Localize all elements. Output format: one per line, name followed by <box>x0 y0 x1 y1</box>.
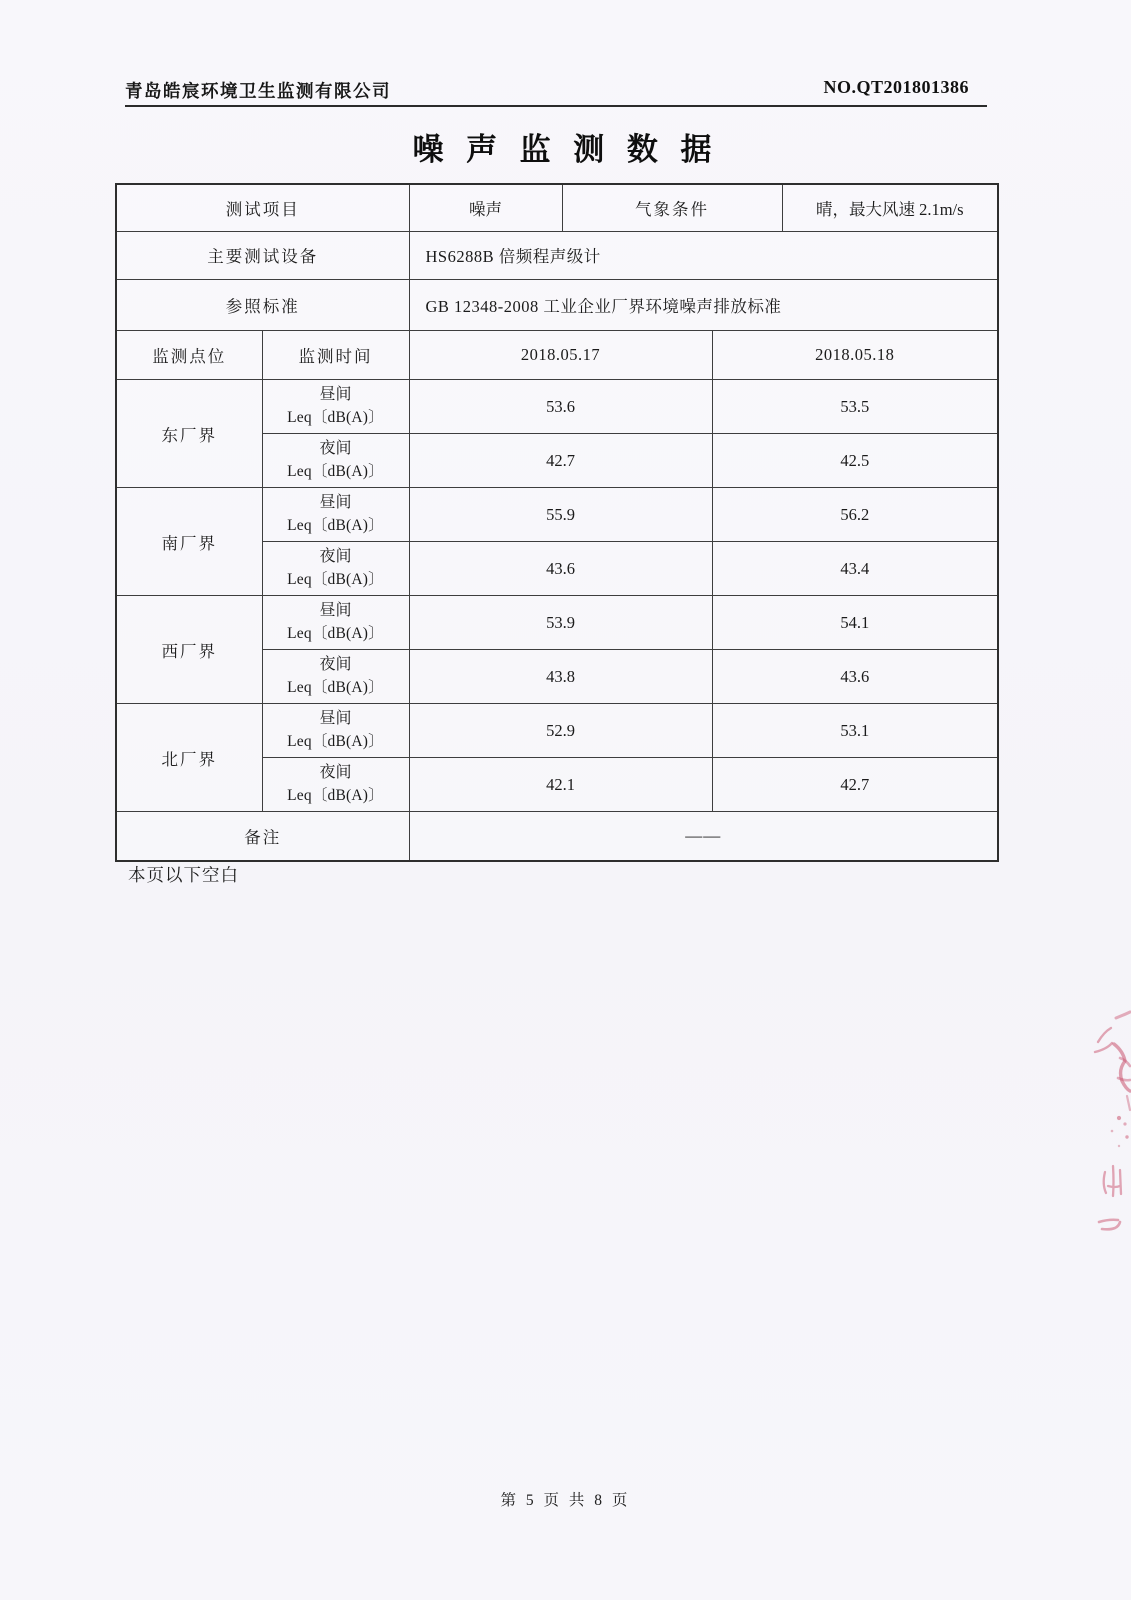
point-west: 西厂界 <box>117 596 262 704</box>
standard-value: GB 12348-2008 工业企业厂界环境噪声排放标准 <box>409 279 997 330</box>
table-row <box>117 704 997 758</box>
table-row <box>117 488 997 542</box>
day-label: 昼间 <box>319 602 352 620</box>
period-night-leq <box>262 434 409 488</box>
leq-label: Leq〔dB(A)〕 <box>287 679 384 697</box>
table-row <box>117 380 997 434</box>
standard-label: 参照标准 <box>117 279 409 330</box>
value-cell: 54.1 <box>712 596 997 650</box>
period-day-leq <box>262 704 409 758</box>
table-header-row <box>117 331 997 380</box>
value-cell: 53.6 <box>409 380 712 434</box>
company-name: 青岛皓宸环境卫生监测有限公司 <box>125 81 391 101</box>
header-divider <box>125 105 987 107</box>
period-night-leq <box>262 650 409 704</box>
night-label: 夜间 <box>319 656 352 674</box>
date-column-2: 2018.05.18 <box>712 331 997 380</box>
period-night-leq <box>262 542 409 596</box>
noise-data-table <box>115 183 999 862</box>
date-column-1: 2018.05.17 <box>409 331 712 380</box>
value-cell: 56.2 <box>712 488 997 542</box>
leq-label: Leq〔dB(A)〕 <box>287 571 384 589</box>
day-label: 昼间 <box>319 386 352 404</box>
value-cell: 43.6 <box>712 650 997 704</box>
night-label: 夜间 <box>319 548 352 566</box>
point-east: 东厂界 <box>117 380 262 488</box>
value-cell: 43.6 <box>409 542 712 596</box>
info-table <box>117 185 997 331</box>
value-cell: 53.5 <box>712 380 997 434</box>
test-item-label: 测试项目 <box>117 185 409 231</box>
period-day-leq <box>262 488 409 542</box>
point-label: 监测点位 <box>117 331 262 380</box>
point-north: 北厂界 <box>117 704 262 812</box>
value-cell: 52.9 <box>409 704 712 758</box>
table-row <box>117 185 997 231</box>
period-day-leq <box>262 380 409 434</box>
leq-label: Leq〔dB(A)〕 <box>287 409 384 427</box>
leq-label: Leq〔dB(A)〕 <box>287 463 384 481</box>
remark-label: 备注 <box>117 812 409 860</box>
value-cell: 42.1 <box>409 758 712 812</box>
blank-below-note: 本页以下空白 <box>128 865 239 885</box>
day-label: 昼间 <box>319 710 352 728</box>
value-cell: 42.5 <box>712 434 997 488</box>
time-label: 监测时间 <box>262 331 409 380</box>
period-night-leq <box>262 758 409 812</box>
device-value: HS6288B 倍频程声级计 <box>409 231 997 279</box>
leq-label: Leq〔dB(A)〕 <box>287 787 384 805</box>
value-cell: 43.8 <box>409 650 712 704</box>
red-stamp-fragment <box>1072 1000 1131 1238</box>
remark-row <box>117 812 997 860</box>
value-cell: 42.7 <box>712 758 997 812</box>
device-label: 主要测试设备 <box>117 231 409 279</box>
leq-label: Leq〔dB(A)〕 <box>287 625 384 643</box>
document-title: 噪 声 监 测 数 据 <box>412 132 719 167</box>
test-item-value: 噪声 <box>409 185 562 231</box>
weather-label: 气象条件 <box>562 185 782 231</box>
night-label: 夜间 <box>319 764 352 782</box>
night-label: 夜间 <box>319 440 352 458</box>
leq-label: Leq〔dB(A)〕 <box>287 517 384 535</box>
page-number: 第 5 页 共 8 页 <box>500 1492 631 1509</box>
table-row <box>117 596 997 650</box>
point-south: 南厂界 <box>117 488 262 596</box>
value-cell: 55.9 <box>409 488 712 542</box>
table-row <box>117 279 997 330</box>
value-cell: 43.4 <box>712 542 997 596</box>
remark-value: —— <box>409 812 997 860</box>
report-number: NO.QT201801386 <box>823 77 969 97</box>
day-label: 昼间 <box>319 494 352 512</box>
weather-value: 晴，最大风速 2.1m/s <box>782 185 997 231</box>
measurements-table <box>117 331 997 860</box>
value-cell: 53.9 <box>409 596 712 650</box>
leq-label: Leq〔dB(A)〕 <box>287 733 384 751</box>
period-day-leq <box>262 596 409 650</box>
value-cell: 53.1 <box>712 704 997 758</box>
value-cell: 42.7 <box>409 434 712 488</box>
table-row <box>117 231 997 279</box>
